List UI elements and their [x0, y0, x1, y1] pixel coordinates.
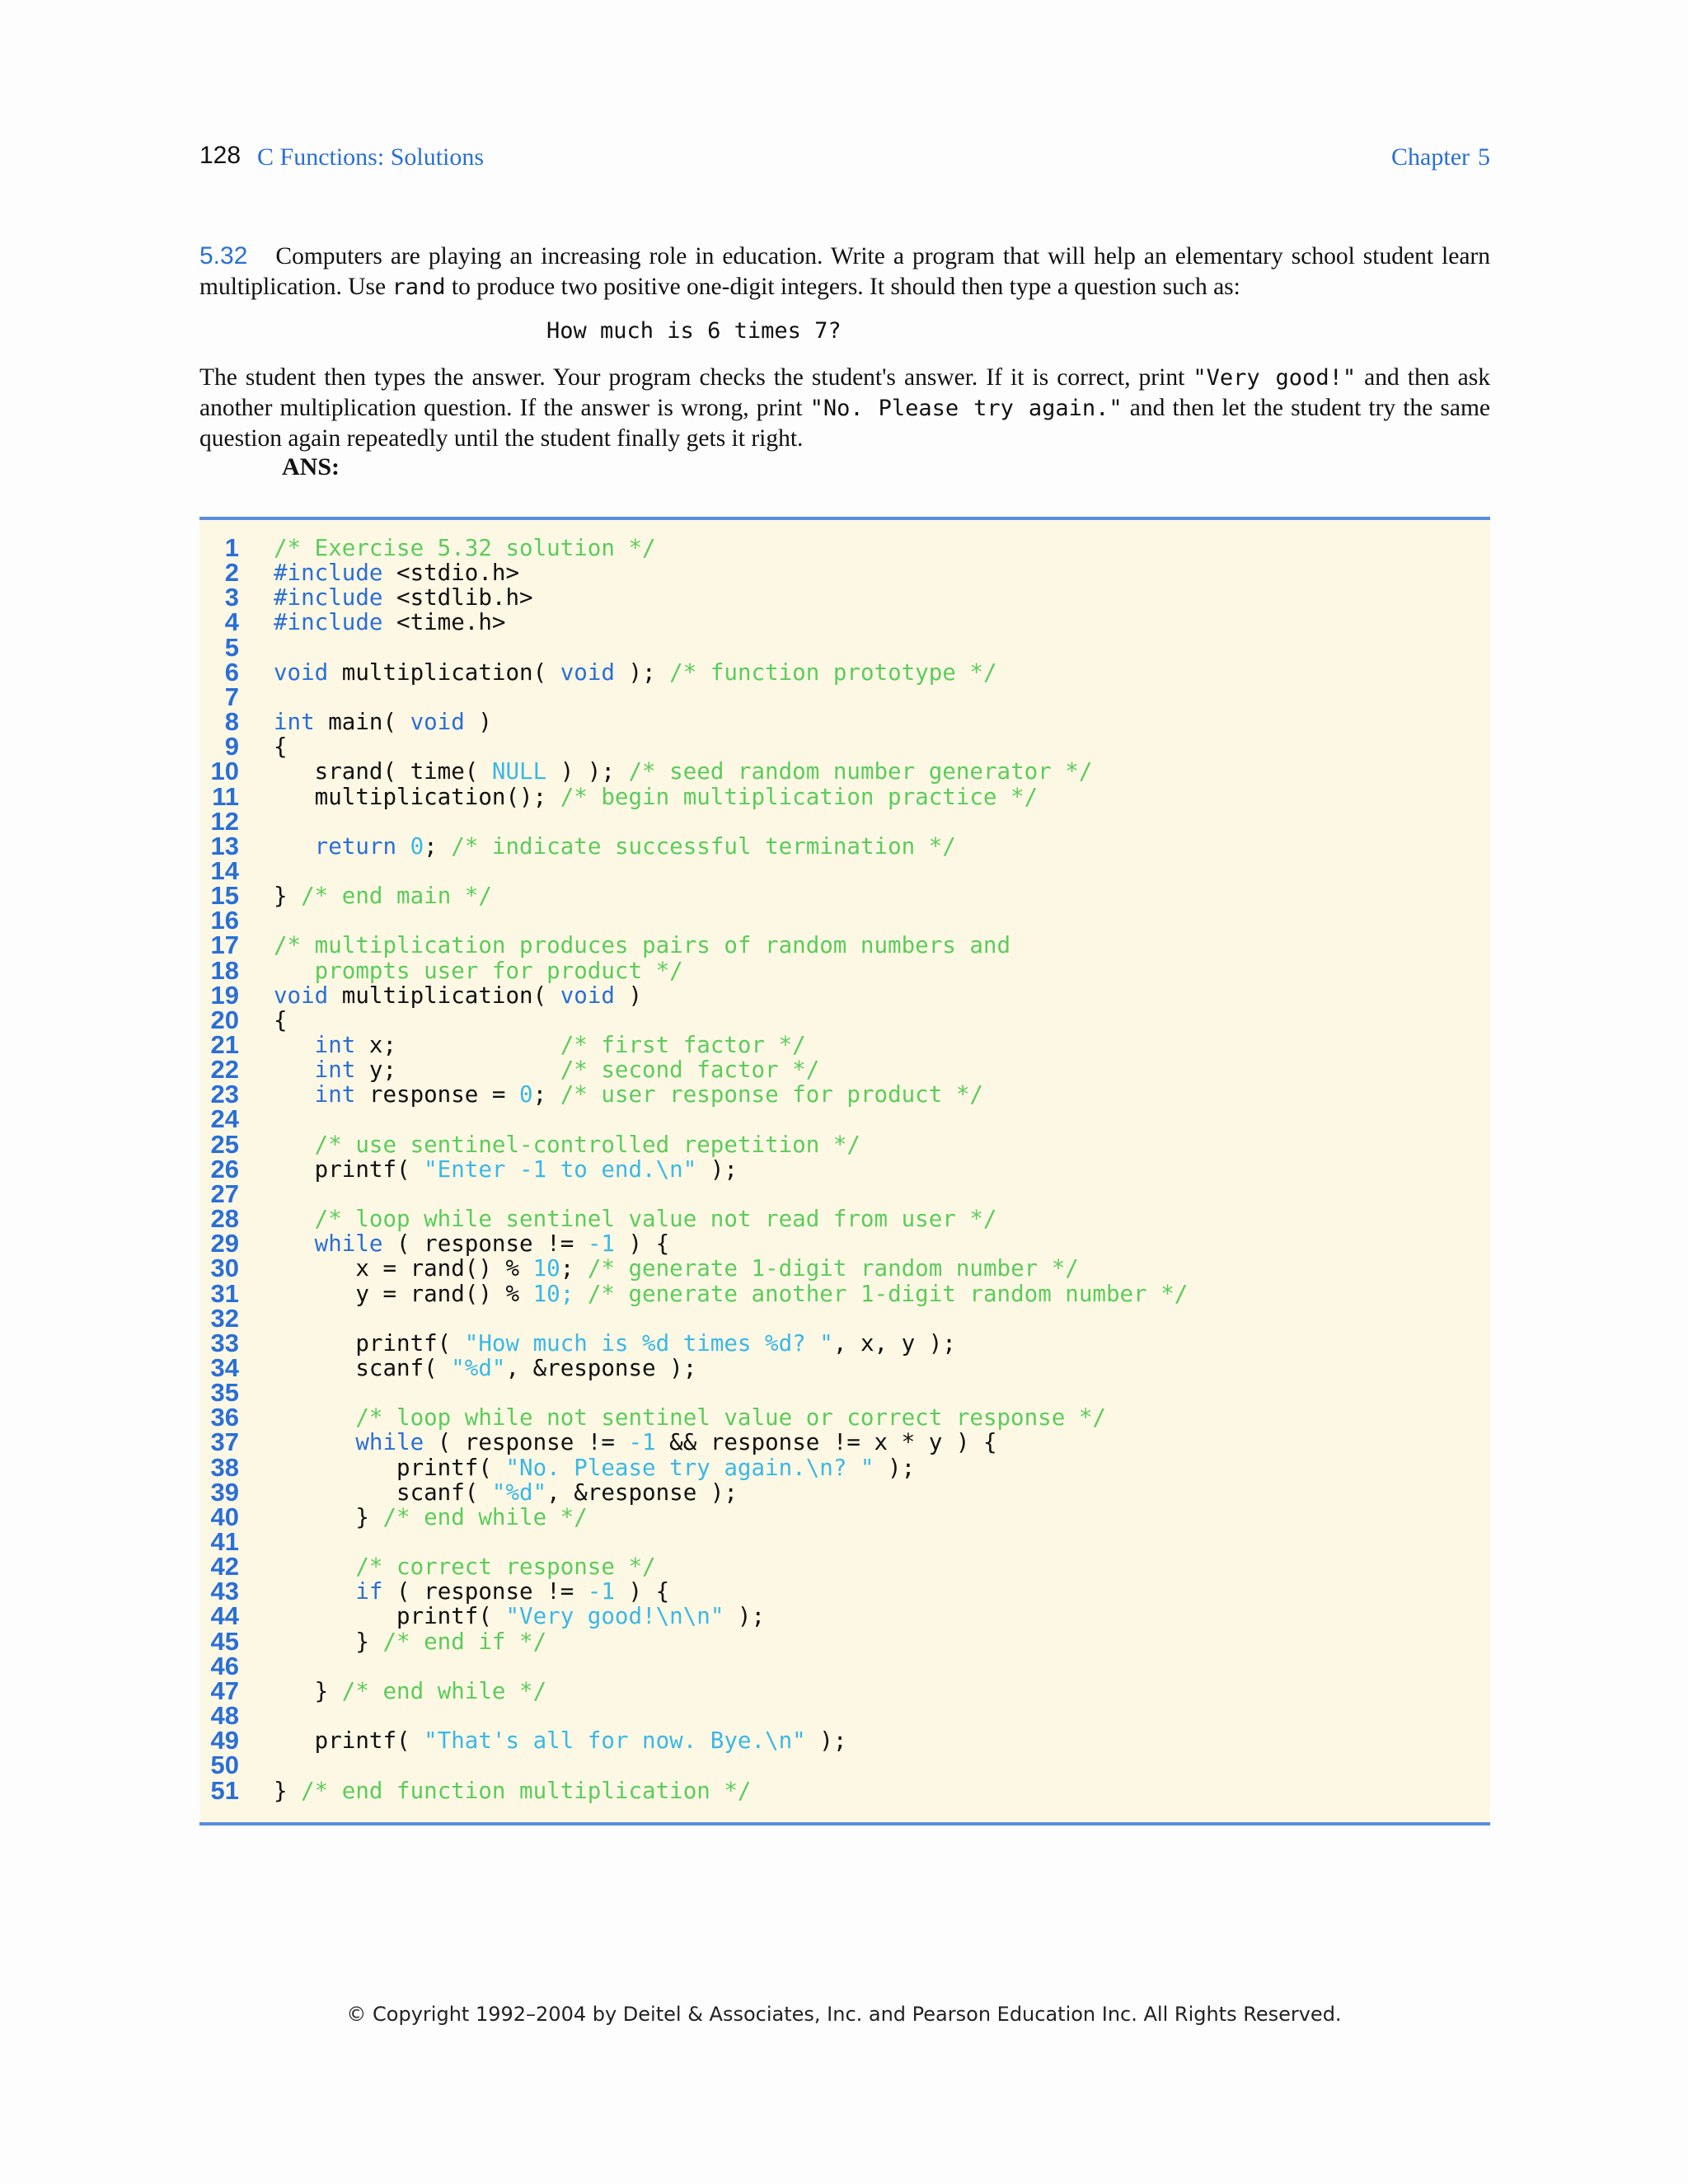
para2-text-1: The student then types the answer. Your program checks the student's answer. If it is correct, print: [199, 364, 1193, 391]
code-token: <time.h>: [382, 609, 506, 636]
code-token: printf(: [274, 1727, 424, 1755]
code-line: [274, 1081, 983, 1108]
line-number: 45: [210, 1626, 239, 1656]
code-line: [274, 1629, 546, 1655]
code-token: );: [696, 1155, 738, 1183]
code-token: NULL: [491, 758, 547, 785]
line-number: 39: [210, 1477, 239, 1507]
line-number: 34: [210, 1352, 239, 1382]
line-number: 4: [224, 607, 239, 637]
code-token: void: [274, 982, 329, 1009]
code-line: [274, 1057, 819, 1083]
para2-code-very-good: "Very good!": [1193, 365, 1357, 391]
code-token: /* use sentinel-controlled repetition */: [314, 1131, 860, 1158]
code-token: <stdio.h>: [382, 560, 520, 587]
line-number: 24: [210, 1104, 239, 1134]
line-number: 26: [210, 1154, 239, 1183]
code-token: #include: [274, 560, 383, 587]
code-token: printf(: [274, 1155, 424, 1183]
code-token: ( response !=: [382, 1578, 588, 1605]
code-token: && response != x * y ) {: [655, 1429, 997, 1456]
code-token: , &response );: [505, 1354, 697, 1381]
code-token: void: [560, 658, 615, 686]
code-token: );: [724, 1603, 766, 1630]
code-token: void: [410, 709, 465, 736]
line-number: 25: [210, 1129, 239, 1159]
code-token: int: [314, 1032, 356, 1058]
page-header: [199, 142, 1490, 175]
line-number: 14: [210, 855, 239, 885]
code-token: /* function prototype */: [669, 658, 997, 686]
code-token: 0: [519, 1081, 533, 1108]
line-number: 9: [224, 732, 239, 762]
code-token: /* Exercise 5.32 solution */: [274, 535, 656, 561]
para2-text-3: and then let the student try the same question again repeatedly until the student finally gets it right.: [199, 395, 1491, 452]
code-token: "No. Please try again.\n? ": [505, 1454, 874, 1481]
line-number: 1: [224, 533, 239, 562]
code-token: /* multiplication produces pairs of random numbers and: [274, 932, 1011, 959]
code-token: ;: [424, 832, 452, 860]
code-token: [274, 1032, 315, 1058]
line-number: 28: [210, 1204, 239, 1234]
intro-code-rand: rand: [392, 274, 446, 300]
code-token: printf(: [274, 1454, 506, 1481]
code-line: [274, 1554, 656, 1580]
line-number: 20: [210, 1005, 239, 1034]
code-token: [396, 833, 410, 860]
code-token: ( response !=: [382, 1230, 588, 1258]
line-number: 13: [210, 831, 239, 860]
code-token: y;: [355, 1057, 560, 1084]
line-number: 15: [210, 881, 239, 911]
code-token: 10: [532, 1255, 560, 1282]
code-token: scanf(: [274, 1479, 492, 1506]
line-number: 38: [210, 1452, 239, 1482]
code-token: multiplication(: [328, 658, 560, 686]
code-token: {: [274, 1006, 288, 1033]
code-token: #include: [274, 584, 383, 612]
chapter-number: 5: [1478, 143, 1490, 171]
code-token: -1: [628, 1429, 656, 1456]
code-token: response =: [355, 1081, 520, 1108]
line-number: 8: [224, 707, 239, 737]
code-token: multiplication();: [274, 783, 560, 810]
line-number: 5: [224, 632, 239, 662]
code-token: -1: [587, 1230, 615, 1258]
code-token: [274, 1206, 315, 1232]
code-line: [274, 1156, 738, 1183]
line-number: 18: [210, 955, 239, 985]
code-line: [274, 1007, 288, 1033]
line-number: 19: [210, 980, 239, 1010]
line-number: 41: [210, 1527, 239, 1556]
line-number: 22: [210, 1055, 239, 1085]
code-token: 10: [532, 1280, 560, 1307]
line-number: 11: [212, 781, 239, 811]
line-number: 23: [210, 1080, 239, 1109]
code-line: [274, 709, 492, 735]
code-token: int: [314, 1057, 356, 1084]
code-token: /* indicate successful termination */: [451, 832, 956, 860]
para2-code-try-again: "No. Please try again.": [809, 396, 1123, 421]
code-token: [274, 1230, 315, 1257]
running-title: C Functions: Solutions: [257, 143, 485, 171]
code-token: <stdlib.h>: [382, 584, 533, 612]
code-token: while: [355, 1429, 424, 1456]
code-token: /* correct response */: [355, 1554, 656, 1581]
line-number: 51: [210, 1775, 239, 1805]
code-token: ;: [560, 1255, 588, 1282]
code-token: x = rand() %: [274, 1255, 533, 1282]
code-line: [274, 560, 519, 586]
code-token: [274, 1554, 355, 1580]
line-number: 31: [210, 1278, 239, 1308]
code-token: int: [314, 1081, 356, 1108]
code-token: );: [805, 1727, 847, 1755]
code-line: [274, 609, 505, 635]
code-token: if: [355, 1578, 383, 1605]
code-token: ( response !=: [424, 1429, 629, 1456]
code-line: [274, 1230, 669, 1257]
code-line: [274, 982, 642, 1009]
line-number: 40: [210, 1502, 239, 1531]
code-line: [274, 733, 288, 760]
code-token: y = rand() %: [274, 1280, 533, 1307]
code-token: main(: [314, 709, 410, 736]
code-token: ) {: [614, 1230, 670, 1258]
line-number: 7: [224, 682, 239, 711]
line-number: 43: [210, 1577, 239, 1606]
code-token: printf(: [274, 1329, 465, 1357]
code-token: [274, 1578, 355, 1605]
intro-text-2: to produce two positive one-digit integers. It should then type a question such as:: [445, 274, 1240, 300]
line-number: 37: [210, 1427, 239, 1457]
line-number: 49: [210, 1726, 239, 1755]
line-number: 3: [224, 583, 239, 612]
exercise-number: 5.32: [199, 242, 248, 269]
code-token: scanf(: [274, 1354, 452, 1381]
code-token: ): [614, 982, 643, 1009]
code-line: [274, 1032, 806, 1058]
code-token: int: [274, 709, 315, 736]
code-token: "How much is %d times %d? ": [464, 1329, 833, 1357]
code-token: );: [614, 658, 670, 686]
code-line: [274, 1206, 997, 1232]
code-token: /* begin multiplication practice */: [560, 783, 1039, 810]
chapter-word: Chapter: [1391, 143, 1470, 171]
code-line: [274, 535, 656, 561]
code-token: }: [274, 1677, 342, 1704]
copyright-notice: © Copyright 1992–2004 by Deitel & Associates, Inc. and Pearson Education Inc. All Rights Reserved.: [346, 2003, 1342, 2026]
code-token: /* generate another 1-digit random number */: [587, 1280, 1189, 1307]
code-token: ) {: [614, 1578, 670, 1605]
code-token: /* end while */: [341, 1677, 547, 1704]
code-token: );: [874, 1454, 916, 1481]
line-number: 33: [210, 1328, 239, 1357]
para2-text-2: and then ask another multiplication question. If the answer is wrong, print: [199, 364, 1490, 421]
line-number: 29: [210, 1229, 239, 1258]
code-line: [274, 1603, 765, 1629]
code-token: void: [274, 658, 329, 686]
code-line: [274, 1429, 997, 1455]
code-line: [274, 1255, 1079, 1282]
line-number: 27: [210, 1179, 239, 1208]
code-token: "Enter -1 to end.\n": [424, 1155, 697, 1183]
code-line: [274, 883, 492, 909]
code-line: [274, 1778, 752, 1804]
code-line: [274, 1678, 546, 1704]
line-number: 17: [210, 930, 239, 960]
page-number: 128: [199, 142, 241, 169]
code-line: [274, 958, 683, 984]
answer-label: ANS:: [282, 453, 340, 480]
code-token: [274, 1132, 315, 1158]
code-line: [274, 784, 1038, 810]
code-token: {: [274, 733, 288, 761]
line-number: 32: [210, 1303, 239, 1333]
line-number: 47: [210, 1675, 239, 1705]
code-line: [274, 1455, 915, 1481]
line-number: 50: [210, 1750, 239, 1780]
intro-text-1: Computers are playing an increasing role in education. Write a program that will help an elementary school student learn multiplication. Use: [199, 243, 1490, 300]
code-token: }: [274, 883, 302, 910]
code-line: [274, 1281, 1188, 1307]
code-token: /* end if */: [382, 1628, 547, 1655]
code-token: }: [274, 1503, 383, 1530]
code-line: [274, 1578, 669, 1605]
code-token: /* loop while sentinel value not read from user */: [314, 1206, 997, 1233]
line-number: 2: [224, 558, 239, 588]
code-token: -1: [587, 1578, 615, 1605]
code-token: /* end main */: [301, 883, 492, 910]
code-token: [274, 833, 315, 860]
code-token: /* end function multiplication */: [301, 1777, 752, 1804]
code-token: [274, 1404, 355, 1431]
code-token: return: [314, 832, 397, 860]
line-number: 21: [210, 1030, 239, 1059]
code-token: [274, 1057, 315, 1083]
code-token: /* second factor */: [560, 1057, 820, 1084]
code-token: "Very good!\n\n": [505, 1603, 724, 1630]
code-token: x;: [355, 1032, 560, 1058]
example-question: How much is 6 times 7?: [546, 318, 842, 344]
problem-paragraph-2: [199, 363, 1490, 454]
line-number: 42: [210, 1552, 239, 1582]
code-token: , x, y );: [832, 1329, 956, 1357]
code-line: [274, 932, 1010, 958]
code-line: [274, 1504, 588, 1530]
line-number: 46: [210, 1651, 239, 1680]
line-number: 16: [210, 906, 239, 935]
code-token: ) );: [546, 758, 629, 785]
code-line: [274, 1132, 860, 1158]
problem-statement: [199, 241, 1490, 302]
code-token: "%d": [451, 1354, 506, 1381]
code-token: /* seed random number generator */: [628, 758, 1093, 785]
line-number: 48: [210, 1701, 239, 1731]
code-line: [274, 758, 1092, 785]
code-token: ;: [560, 1280, 574, 1307]
code-token: ): [464, 709, 492, 736]
code-token: /* user response for product */: [560, 1081, 983, 1108]
line-number: 12: [210, 806, 239, 836]
code-token: void: [560, 982, 615, 1009]
code-line: [274, 659, 997, 686]
code-line: [274, 1479, 738, 1506]
code-line: [274, 833, 956, 860]
code-token: prompts user for product */: [274, 957, 683, 984]
code-token: #include: [274, 609, 383, 636]
code-token: , &response );: [546, 1479, 738, 1506]
line-number: 36: [210, 1403, 239, 1432]
code-listing: [199, 517, 1490, 1825]
code-token: "%d": [491, 1479, 547, 1506]
code-token: /* loop while not sentinel value or correct response */: [355, 1404, 1106, 1432]
code-line: [274, 584, 533, 611]
code-token: }: [274, 1628, 383, 1655]
code-token: /* first factor */: [560, 1032, 806, 1058]
code-line: [274, 1330, 956, 1357]
line-number: 30: [210, 1254, 239, 1283]
code-token: 0: [410, 832, 424, 860]
line-number: 35: [210, 1378, 239, 1408]
code-token: }: [274, 1777, 302, 1804]
line-number: 44: [210, 1601, 239, 1631]
code-token: [574, 1281, 588, 1307]
code-token: [274, 1429, 355, 1455]
line-number: 10: [210, 757, 239, 786]
code-token: srand( time(: [274, 758, 492, 785]
code-token: /* generate 1-digit random number */: [587, 1255, 1079, 1282]
code-token: multiplication(: [328, 982, 560, 1009]
line-number: 6: [224, 657, 239, 687]
code-token: "That's all for now. Bye.\n": [424, 1727, 806, 1755]
code-line: [274, 1727, 846, 1754]
code-token: [274, 1081, 315, 1108]
code-line: [274, 1355, 696, 1381]
code-line: [274, 1404, 1106, 1431]
code-token: ;: [532, 1081, 560, 1108]
code-token: /* end while */: [382, 1503, 588, 1530]
code-token: while: [314, 1230, 383, 1258]
chapter-label: [1391, 143, 1490, 171]
code-token: printf(: [274, 1603, 506, 1630]
